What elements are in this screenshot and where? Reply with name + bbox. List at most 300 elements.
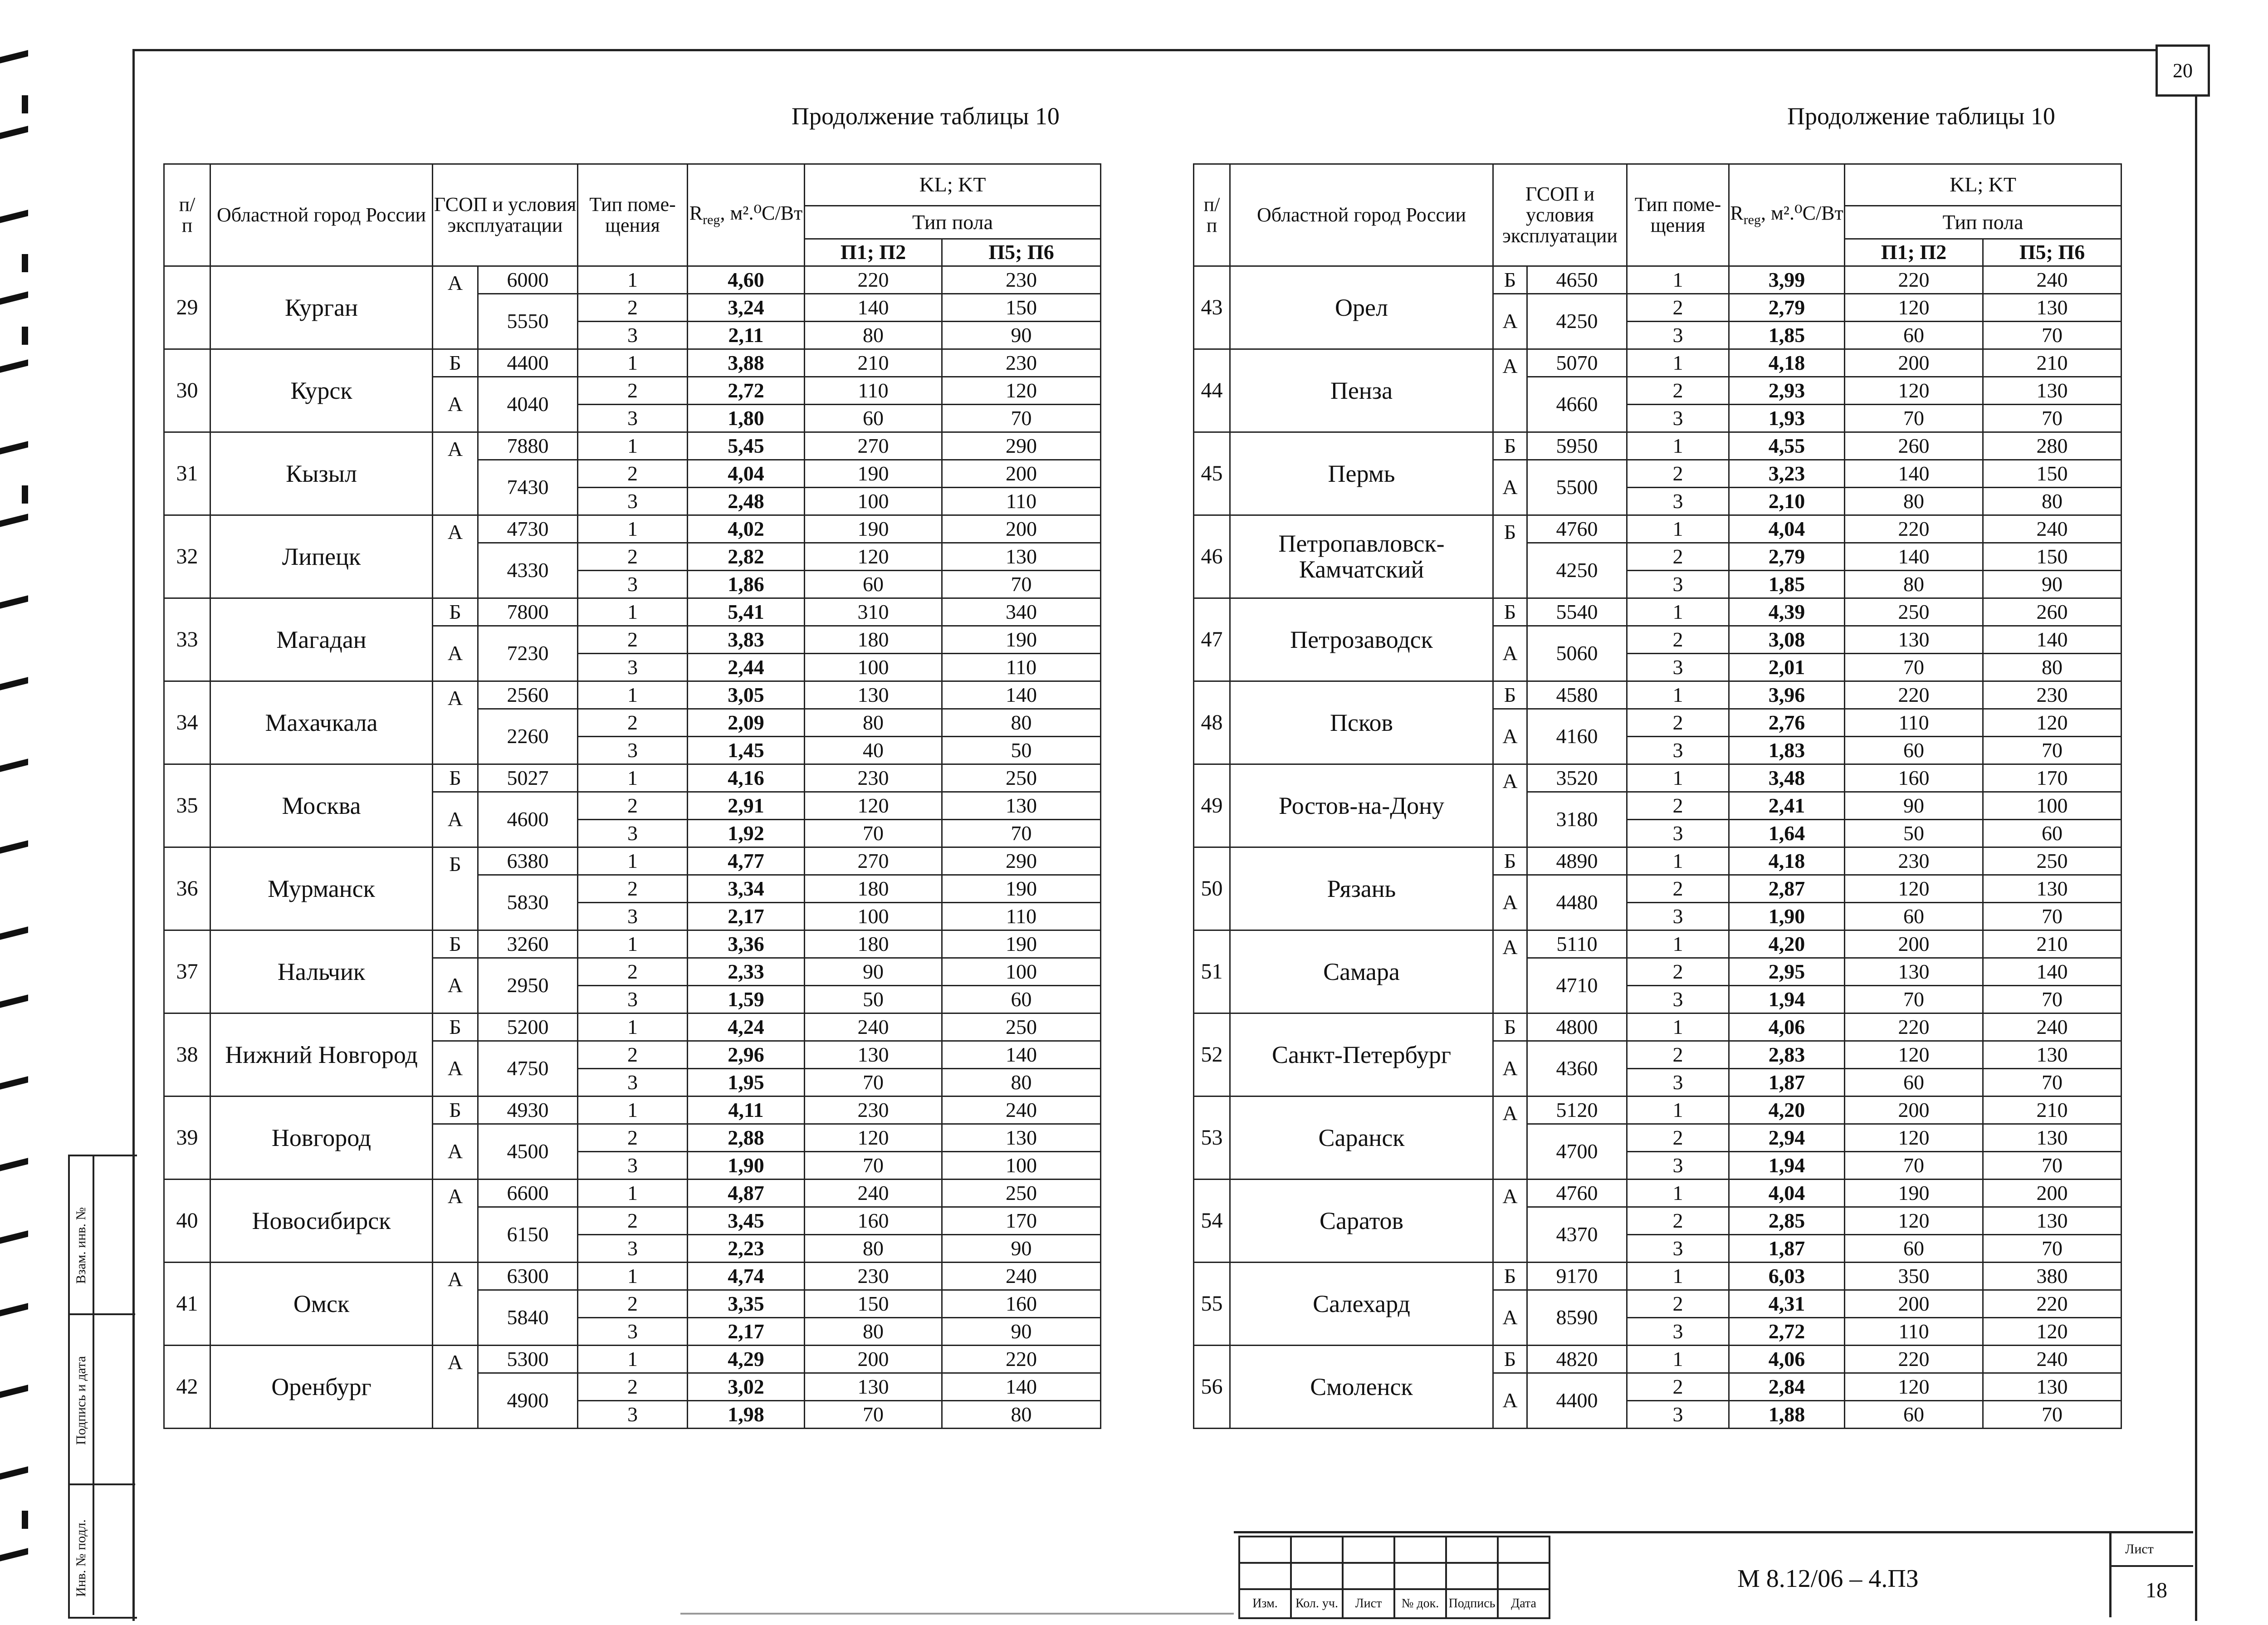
- rreg-value: 1,85: [1729, 322, 1845, 349]
- document-number: М 8.12/06 – 4.ПЗ: [1737, 1565, 1919, 1593]
- rreg-symbol: R: [689, 202, 703, 225]
- table-row: [1194, 764, 2121, 792]
- right-table-caption: Продолжение таблицы 10: [1787, 103, 2055, 130]
- header-city: Областной город России: [210, 164, 433, 266]
- room-type: 2: [1627, 958, 1729, 986]
- rreg-value: 1,95: [688, 1069, 805, 1096]
- room-type: 3: [1627, 1152, 1729, 1180]
- gsop-value: 4710: [1527, 958, 1627, 1013]
- binding-mark: [0, 994, 28, 1008]
- table-row: [1194, 1096, 2121, 1124]
- kl-p1p2: 70: [1845, 986, 1983, 1013]
- kl-p5p6: 200: [1983, 1180, 2121, 1207]
- room-type: 1: [578, 681, 688, 709]
- rreg-unit: , м².⁰С/Вт: [1760, 202, 1843, 225]
- operating-condition: А: [1493, 875, 1527, 930]
- table-row: [164, 515, 1101, 543]
- kl-p5p6: 200: [942, 515, 1101, 543]
- city-name: Самара: [1230, 930, 1493, 1013]
- binding-mark: [0, 1466, 28, 1479]
- room-type: 1: [578, 1263, 688, 1290]
- kl-p1p2: 60: [1845, 737, 1983, 764]
- city-name: Рязань: [1230, 847, 1493, 930]
- operating-condition: А: [1493, 1041, 1527, 1096]
- header-floor-type: Тип пола: [805, 206, 1101, 239]
- room-type: 1: [1627, 349, 1729, 377]
- kl-p1p2: 230: [805, 1263, 942, 1290]
- operating-condition: Б: [1493, 1346, 1527, 1373]
- table-row: [1194, 349, 2121, 377]
- table-row: [164, 681, 1101, 709]
- right-table-header: [1194, 164, 2121, 266]
- rreg-value: 4,16: [688, 764, 805, 792]
- gsop-value: 4500: [478, 1124, 578, 1180]
- city-name: Махачкала: [210, 681, 433, 764]
- table-row: [164, 847, 1101, 875]
- rreg-value: 1,90: [1729, 903, 1845, 930]
- gsop-value: 5060: [1527, 626, 1627, 681]
- room-type: 2: [578, 294, 688, 322]
- gsop-value: 4820: [1527, 1346, 1627, 1373]
- kl-p5p6: 240: [1983, 1346, 2121, 1373]
- header-gsop: ГСОП и условия эксплуатации: [1493, 164, 1627, 266]
- operating-condition: Б: [433, 1096, 478, 1124]
- rreg-value: 1,88: [1729, 1401, 1845, 1429]
- kl-p1p2: 80: [1845, 571, 1983, 598]
- rreg-value: 3,02: [688, 1373, 805, 1401]
- kl-p5p6: 70: [1983, 322, 2121, 349]
- city-name: Курган: [210, 266, 433, 349]
- operating-condition: А: [1493, 460, 1527, 515]
- room-type: 2: [578, 958, 688, 986]
- city-name: Санкт-Петербург: [1230, 1013, 1493, 1096]
- kl-p1p2: 350: [1845, 1263, 1983, 1290]
- kl-p5p6: 100: [942, 1152, 1101, 1180]
- gsop-value: 4400: [478, 349, 578, 377]
- kl-p5p6: 260: [1983, 598, 2121, 626]
- bottom-scan-line: [680, 1613, 1234, 1615]
- header-gsop: ГСОП и условия эксплуатации: [433, 164, 578, 266]
- operating-condition: Б: [433, 1013, 478, 1041]
- room-type: 3: [578, 1401, 688, 1429]
- kl-p1p2: 130: [805, 1041, 942, 1069]
- tb-label-izm: Изм.: [1239, 1589, 1291, 1618]
- table-row: [164, 764, 1101, 792]
- kl-p5p6: 140: [1983, 626, 2121, 654]
- tb-label-list: Лист: [1343, 1589, 1394, 1618]
- kl-p5p6: 290: [942, 847, 1101, 875]
- rreg-value: 4,31: [1729, 1290, 1845, 1318]
- rreg-value: 4,60: [688, 266, 805, 294]
- city-name: Омск: [210, 1263, 433, 1346]
- kl-p1p2: 260: [1845, 432, 1983, 460]
- row-number: 50: [1194, 847, 1230, 930]
- gsop-value: 8590: [1527, 1290, 1627, 1346]
- kl-p1p2: 220: [1845, 1013, 1983, 1041]
- operating-condition: Б: [1493, 432, 1527, 460]
- gsop-value: 4750: [478, 1041, 578, 1096]
- rreg-value: 2,10: [1729, 488, 1845, 515]
- city-name: Пермь: [1230, 432, 1493, 515]
- table-row: [1194, 930, 2121, 958]
- kl-p1p2: 190: [805, 515, 942, 543]
- page-number: 20: [2156, 44, 2210, 97]
- binding-mark: [22, 1511, 28, 1529]
- kl-p1p2: 40: [805, 737, 942, 764]
- kl-p1p2: 120: [1845, 294, 1983, 322]
- binding-mark: [0, 210, 28, 223]
- gsop-value: 4330: [478, 543, 578, 598]
- row-number: 41: [164, 1263, 210, 1346]
- operating-condition: Б: [433, 847, 478, 930]
- kl-p5p6: 100: [1983, 792, 2121, 820]
- kl-p1p2: 80: [805, 1235, 942, 1263]
- kl-p1p2: 100: [805, 654, 942, 681]
- gsop-value: 4730: [478, 515, 578, 543]
- kl-p5p6: 130: [942, 792, 1101, 820]
- rreg-value: 3,08: [1729, 626, 1845, 654]
- row-number: 51: [1194, 930, 1230, 1013]
- kl-p5p6: 210: [1983, 930, 2121, 958]
- rreg-value: 4,18: [1729, 349, 1845, 377]
- row-number: 46: [1194, 515, 1230, 598]
- kl-p5p6: 110: [942, 654, 1101, 681]
- room-type: 3: [578, 1069, 688, 1096]
- rreg-value: 1,90: [688, 1152, 805, 1180]
- binding-mark: [0, 441, 28, 454]
- operating-condition: А: [433, 1124, 478, 1180]
- table-row: [164, 1346, 1101, 1373]
- room-type: 3: [1627, 654, 1729, 681]
- left-table: [163, 163, 1101, 1429]
- rreg-value: 5,41: [688, 598, 805, 626]
- rreg-value: 2,84: [1729, 1373, 1845, 1401]
- room-type: 3: [1627, 1401, 1729, 1429]
- rreg-value: 4,24: [688, 1013, 805, 1041]
- operating-condition: А: [1493, 294, 1527, 349]
- room-type: 1: [578, 1180, 688, 1207]
- gsop-value: 5950: [1527, 432, 1627, 460]
- kl-p1p2: 120: [1845, 377, 1983, 405]
- room-type: 1: [1627, 432, 1729, 460]
- kl-p5p6: 50: [942, 737, 1101, 764]
- operating-condition: Б: [433, 930, 478, 958]
- kl-p1p2: 200: [1845, 1290, 1983, 1318]
- operating-condition: Б: [433, 764, 478, 792]
- kl-p5p6: 250: [942, 764, 1101, 792]
- kl-p5p6: 190: [942, 626, 1101, 654]
- kl-p1p2: 230: [805, 1096, 942, 1124]
- kl-p5p6: 220: [1983, 1290, 2121, 1318]
- rreg-value: 2,23: [688, 1235, 805, 1263]
- kl-p1p2: 200: [1845, 1096, 1983, 1124]
- operating-condition: А: [433, 626, 478, 681]
- room-type: 1: [1627, 847, 1729, 875]
- rreg-value: 2,79: [1729, 543, 1845, 571]
- room-type: 3: [1627, 737, 1729, 764]
- rreg-value: 4,06: [1729, 1013, 1845, 1041]
- room-type: 3: [578, 571, 688, 598]
- kl-p1p2: 120: [1845, 1124, 1983, 1152]
- kl-p5p6: 240: [942, 1096, 1101, 1124]
- room-type: 2: [578, 1290, 688, 1318]
- room-type: 1: [1627, 515, 1729, 543]
- kl-p5p6: 190: [942, 930, 1101, 958]
- gsop-value: 4480: [1527, 875, 1627, 930]
- kl-p1p2: 240: [805, 1180, 942, 1207]
- room-type: 3: [578, 820, 688, 847]
- gsop-value: 5120: [1527, 1096, 1627, 1124]
- room-type: 1: [578, 1096, 688, 1124]
- gsop-value: 4580: [1527, 681, 1627, 709]
- room-type: 2: [578, 1124, 688, 1152]
- rreg-value: 3,34: [688, 875, 805, 903]
- room-type: 2: [1627, 460, 1729, 488]
- table-row: [164, 432, 1101, 460]
- room-type: 1: [1627, 681, 1729, 709]
- room-type: 2: [578, 626, 688, 654]
- rreg-value: 2,17: [688, 1318, 805, 1346]
- kl-p1p2: 70: [805, 820, 942, 847]
- rreg-value: 2,95: [1729, 958, 1845, 986]
- header-city: Областной город России: [1230, 164, 1493, 266]
- kl-p1p2: 130: [1845, 626, 1983, 654]
- tb-label-kol: Кол. уч.: [1291, 1589, 1343, 1618]
- room-type: 1: [1627, 1346, 1729, 1373]
- room-type: 3: [1627, 1069, 1729, 1096]
- operating-condition: А: [433, 432, 478, 515]
- row-number: 42: [164, 1346, 210, 1429]
- kl-p5p6: 160: [942, 1290, 1101, 1318]
- rreg-value: 1,87: [1729, 1069, 1845, 1096]
- room-type: 1: [578, 1346, 688, 1373]
- kl-p1p2: 220: [1845, 515, 1983, 543]
- row-number: 55: [1194, 1263, 1230, 1346]
- city-name: Ростов-на-Дону: [1230, 764, 1493, 847]
- city-name: Оренбург: [210, 1346, 433, 1429]
- room-type: 2: [1627, 1373, 1729, 1401]
- table-row: [1194, 1180, 2121, 1207]
- room-type: 1: [1627, 764, 1729, 792]
- kl-p5p6: 340: [942, 598, 1101, 626]
- rreg-value: 2,17: [688, 903, 805, 930]
- kl-p5p6: 70: [1983, 1152, 2121, 1180]
- operating-condition: А: [1493, 626, 1527, 681]
- room-type: 3: [578, 903, 688, 930]
- kl-p5p6: 110: [942, 903, 1101, 930]
- rreg-value: 1,92: [688, 820, 805, 847]
- kl-p1p2: 180: [805, 930, 942, 958]
- rreg-value: 3,45: [688, 1207, 805, 1235]
- gsop-value: 2950: [478, 958, 578, 1013]
- gsop-value: 5550: [478, 294, 578, 349]
- rreg-value: 2,09: [688, 709, 805, 737]
- rreg-value: 2,88: [688, 1124, 805, 1152]
- kl-p5p6: 70: [942, 820, 1101, 847]
- rreg-value: 2,72: [1729, 1318, 1845, 1346]
- kl-p5p6: 70: [1983, 737, 2121, 764]
- kl-p5p6: 80: [942, 709, 1101, 737]
- kl-p5p6: 230: [942, 266, 1101, 294]
- gsop-value: 4660: [1527, 377, 1627, 432]
- room-type: 3: [1627, 820, 1729, 847]
- kl-p5p6: 140: [942, 1041, 1101, 1069]
- binding-mark: [0, 291, 28, 304]
- operating-condition: Б: [1493, 515, 1527, 598]
- title-block-top-rule: [1234, 1531, 2193, 1533]
- kl-p1p2: 140: [1845, 460, 1983, 488]
- kl-p1p2: 120: [805, 543, 942, 571]
- gsop-value: 4250: [1527, 543, 1627, 598]
- kl-p5p6: 130: [1983, 1041, 2121, 1069]
- room-type: 3: [1627, 1235, 1729, 1263]
- room-type: 2: [1627, 294, 1729, 322]
- kl-p1p2: 270: [805, 432, 942, 460]
- room-type: 2: [1627, 709, 1729, 737]
- title-block-grid: [1238, 1536, 1550, 1619]
- gsop-value: 5540: [1527, 598, 1627, 626]
- row-number: 54: [1194, 1180, 1230, 1263]
- operating-condition: А: [1493, 1290, 1527, 1346]
- room-type: 1: [578, 266, 688, 294]
- room-type: 2: [1627, 1124, 1729, 1152]
- row-number: 36: [164, 847, 210, 930]
- kl-p1p2: 190: [1845, 1180, 1983, 1207]
- kl-p5p6: 170: [942, 1207, 1101, 1235]
- kl-p1p2: 100: [805, 488, 942, 515]
- kl-p5p6: 130: [1983, 1373, 2121, 1401]
- kl-p1p2: 70: [805, 1152, 942, 1180]
- kl-p1p2: 130: [1845, 958, 1983, 986]
- kl-p1p2: 140: [1845, 543, 1983, 571]
- tb-label-podpis: Подпись: [1446, 1589, 1498, 1618]
- room-type: 1: [1627, 1263, 1729, 1290]
- row-number: 39: [164, 1096, 210, 1180]
- room-type: 2: [578, 875, 688, 903]
- city-name: Псков: [1230, 681, 1493, 764]
- kl-p1p2: 230: [805, 764, 942, 792]
- gsop-value: 5840: [478, 1290, 578, 1346]
- table-row: [164, 1013, 1101, 1041]
- row-number: 32: [164, 515, 210, 598]
- operating-condition: Б: [1493, 1263, 1527, 1290]
- kl-p1p2: 220: [1845, 681, 1983, 709]
- binding-mark: [22, 95, 28, 113]
- rreg-value: 1,85: [1729, 571, 1845, 598]
- room-type: 3: [1627, 488, 1729, 515]
- side-stamp-vzam: Взам. инв. №: [73, 1207, 88, 1284]
- city-name: Курск: [210, 349, 433, 432]
- binding-mark: [0, 50, 28, 63]
- gsop-value: 6150: [478, 1207, 578, 1263]
- room-type: 2: [578, 709, 688, 737]
- gsop-value: 4760: [1527, 515, 1627, 543]
- row-number: 38: [164, 1013, 210, 1096]
- city-name: Смоленск: [1230, 1346, 1493, 1429]
- gsop-value: 4930: [478, 1096, 578, 1124]
- row-number: 52: [1194, 1013, 1230, 1096]
- kl-p5p6: 190: [942, 875, 1101, 903]
- city-name: Новгород: [210, 1096, 433, 1180]
- side-stamp-rule: [68, 1313, 135, 1315]
- gsop-value: 5500: [1527, 460, 1627, 515]
- kl-p1p2: 60: [1845, 1235, 1983, 1263]
- rreg-unit: , м².⁰С/Вт: [720, 202, 803, 225]
- right-table: [1193, 163, 2122, 1429]
- binding-mark: [0, 595, 28, 608]
- room-type: 3: [578, 405, 688, 432]
- kl-p1p2: 250: [1845, 598, 1983, 626]
- rreg-value: 2,76: [1729, 709, 1845, 737]
- rreg-value: 2,93: [1729, 377, 1845, 405]
- room-type: 3: [578, 322, 688, 349]
- kl-p5p6: 120: [1983, 1318, 2121, 1346]
- table-row: [164, 1180, 1101, 1207]
- header-kl-kt: KL; KT: [805, 164, 1101, 206]
- kl-p1p2: 70: [1845, 654, 1983, 681]
- binding-mark: [0, 514, 28, 527]
- operating-condition: Б: [433, 598, 478, 626]
- gsop-value: 4650: [1527, 266, 1627, 294]
- rreg-value: 1,64: [1729, 820, 1845, 847]
- kl-p5p6: 70: [1983, 1401, 2121, 1429]
- room-type: 3: [1627, 571, 1729, 598]
- room-type: 2: [578, 460, 688, 488]
- rreg-value: 4,04: [688, 460, 805, 488]
- row-number: 45: [1194, 432, 1230, 515]
- rreg-value: 4,11: [688, 1096, 805, 1124]
- room-type: 3: [1627, 322, 1729, 349]
- kl-p1p2: 200: [1845, 930, 1983, 958]
- rreg-value: 3,24: [688, 294, 805, 322]
- room-type: 1: [578, 432, 688, 460]
- kl-p5p6: 70: [1983, 1069, 2121, 1096]
- binding-mark: [0, 1230, 28, 1243]
- side-stamp-divider: [93, 1155, 94, 1615]
- kl-p1p2: 50: [805, 986, 942, 1013]
- kl-p1p2: 60: [1845, 1401, 1983, 1429]
- rreg-value: 3,88: [688, 349, 805, 377]
- gsop-value: 7230: [478, 626, 578, 681]
- room-type: 1: [578, 515, 688, 543]
- kl-p5p6: 130: [1983, 294, 2121, 322]
- binding-mark: [22, 327, 28, 345]
- room-type: 2: [578, 1207, 688, 1235]
- room-type: 1: [1627, 266, 1729, 294]
- kl-p5p6: 380: [1983, 1263, 2121, 1290]
- kl-p1p2: 60: [805, 405, 942, 432]
- kl-p5p6: 90: [942, 1318, 1101, 1346]
- left-table-header: [164, 164, 1101, 266]
- gsop-value: 7800: [478, 598, 578, 626]
- gsop-value: 3260: [478, 930, 578, 958]
- row-number: 48: [1194, 681, 1230, 764]
- kl-p1p2: 130: [805, 1373, 942, 1401]
- rreg-value: 4,20: [1729, 930, 1845, 958]
- binding-mark: [0, 1385, 28, 1398]
- rreg-value: 3,96: [1729, 681, 1845, 709]
- binding-mark: [0, 926, 28, 940]
- operating-condition: Б: [1493, 598, 1527, 626]
- gsop-value: 4760: [1527, 1180, 1627, 1207]
- rreg-value: 1,80: [688, 405, 805, 432]
- kl-p5p6: 150: [1983, 543, 2121, 571]
- city-name: Пенза: [1230, 349, 1493, 432]
- kl-p1p2: 70: [1845, 405, 1983, 432]
- kl-p5p6: 150: [942, 294, 1101, 322]
- rreg-value: 2,91: [688, 792, 805, 820]
- gsop-value: 6000: [478, 266, 578, 294]
